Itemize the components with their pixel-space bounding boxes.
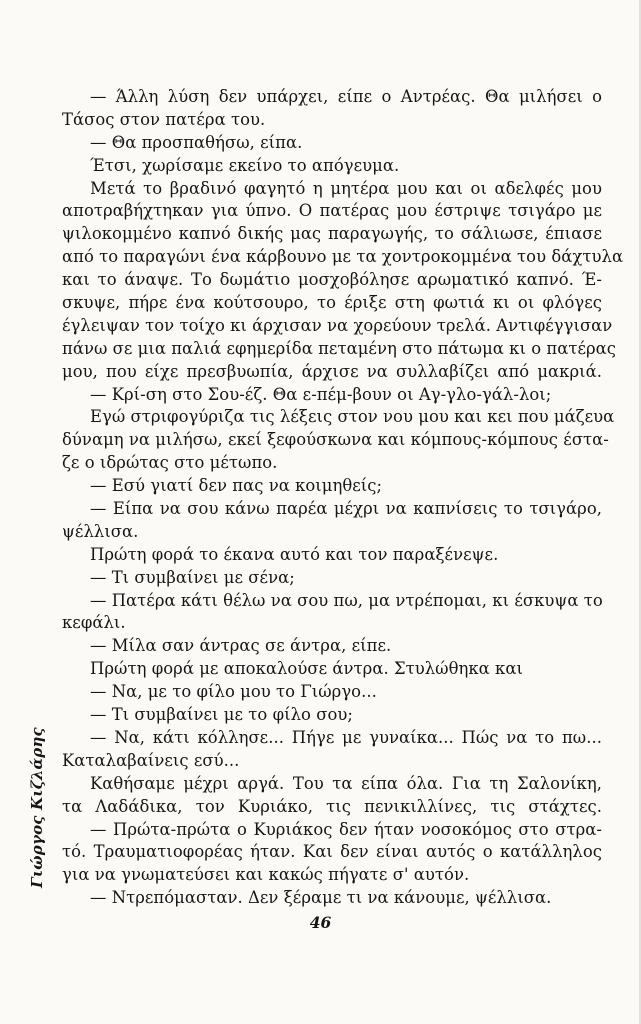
text-line: ζε ο ιδρώτας στο μέτωπο. — [62, 453, 278, 473]
text-line: κεφάλι. — [62, 613, 126, 633]
text-line: δύναμη να μιλήσω, εκεί ξεφούσκωνα και κόμπους-κόμπους έστα- — [62, 430, 609, 450]
text-line: ψέλλισα. — [62, 521, 139, 541]
text-line: — Άλλη λύση δεν υπάρχει, είπε ο Αντρέας. Θα μιλήσει ο — [90, 87, 602, 106]
text-line: — Είπα να σου κάνω παρέα μέχρι να καπνίσεις το τσιγάρο, — [90, 499, 602, 519]
text-line: Καθήσαμε μέχρι αργά. Του τα είπα όλα. Για τη Σαλονίκη, — [90, 773, 602, 793]
text-line: Μετά το βραδινό φαγητό η μητέρα μου και οι αδελφές μου — [90, 178, 602, 198]
author-name-vertical: Γιώργος Κιζλάρης — [28, 727, 46, 888]
text-line: Πρώτη φορά με αποκαλούσε άντρα. Στυλώθηκα και — [90, 659, 523, 679]
page-number: 46 — [309, 913, 332, 932]
body-text — [62, 86, 624, 910]
text-line: για να γνωματεύσει και κακώς πήγατε σ' αυτόν. — [62, 865, 470, 885]
text-line: Έτσι, χωρίσαμε εκείνο το απόγευμα. — [90, 155, 400, 175]
text-line: πάνω σε μια παλιά εφημερίδα πεταμένη στο πάτωμα κι ο πατέρας — [62, 338, 617, 358]
text-line: από το παραγώνι ένα κάρβουνο με τα χοντροκομμένα του δάχτυλα — [62, 247, 624, 267]
text-line: Εγώ στριφογύριζα τις λέξεις στον νου μου και κει που μάζευα — [90, 407, 615, 427]
text-line: σκυψε, πήρε ένα κούτσουρο, το έριξε στη φωτιά κι οι φλόγες — [62, 293, 602, 313]
text-line: Καταλαβαίνεις εσύ... — [62, 750, 240, 770]
text-line: και το άναψε. Το δωμάτιο μοσχοβόλησε αρωματικό καπνό. Έ- — [62, 270, 602, 290]
text-line: — Να, με το φίλο μου το Γιώργο... — [90, 682, 377, 702]
text-line: — Θα προσπαθήσω, είπα. — [90, 132, 303, 152]
text-line: — Μίλα σαν άντρας σε άντρα, είπε. — [90, 636, 392, 656]
text-line: Τάσος στον πατέρα του. — [62, 109, 266, 129]
text-line: — Πατέρα κάτι θέλω να σου πω, μα ντρέπομαι, κι έσκυψα το — [90, 590, 603, 610]
text-line: — Τι συμβαίνει με το φίλο σου; — [90, 705, 353, 725]
text-line: — Κρί-ση στο Σου-έζ. Θα ε-πέμ-βουν οι Αγ-γλο-γάλ-λοι; — [90, 384, 552, 404]
text-line: έγλειψαν τον τοίχο κι άρχισαν να χορεύουν τρελά. Αντιφέγγισαν — [62, 315, 613, 335]
text-line: μου, που είχε πρεσβυωπία, άρχισε να συλλαβίζει από μακριά. — [62, 361, 602, 381]
text-line: τό. Τραυματιοφορέας ήταν. Και δεν είναι αυτός ο κατάλληλος — [62, 842, 602, 862]
text-line: αποτραβήχτηκαν για ύπνο. Ο πατέρας μου έστριψε τσιγάρο με — [62, 201, 602, 221]
text-line: — Εσύ γιατί δεν πας να κοιμηθείς; — [90, 476, 383, 496]
text-line: — Τι συμβαίνει με σένα; — [90, 567, 295, 587]
text-line: τα Λαδάδικα, τον Κυριάκο, τις πενικιλλίνες, τις στάχτες. — [62, 796, 602, 816]
text-line: — Πρώτα-πρώτα ο Κυριάκος δεν ήταν νοσοκόμος στο στρα- — [90, 819, 602, 839]
text-line: — Ντρεπόμασταν. Δεν ξέραμε τι να κάνουμε, ψέλλισα. — [90, 888, 552, 908]
text-line: Πρώτη φορά το έκανα αυτό και τον παραξένεψε. — [90, 544, 499, 564]
text-line: — Να, κάτι κόλλησε... Πήγε με γυναίκα... Πώς να το πω... — [90, 727, 602, 747]
text-line: ψιλοκομμένο καπνό δικής μας παραγωγής, το σάλιωσε, έπιασε — [62, 224, 602, 244]
